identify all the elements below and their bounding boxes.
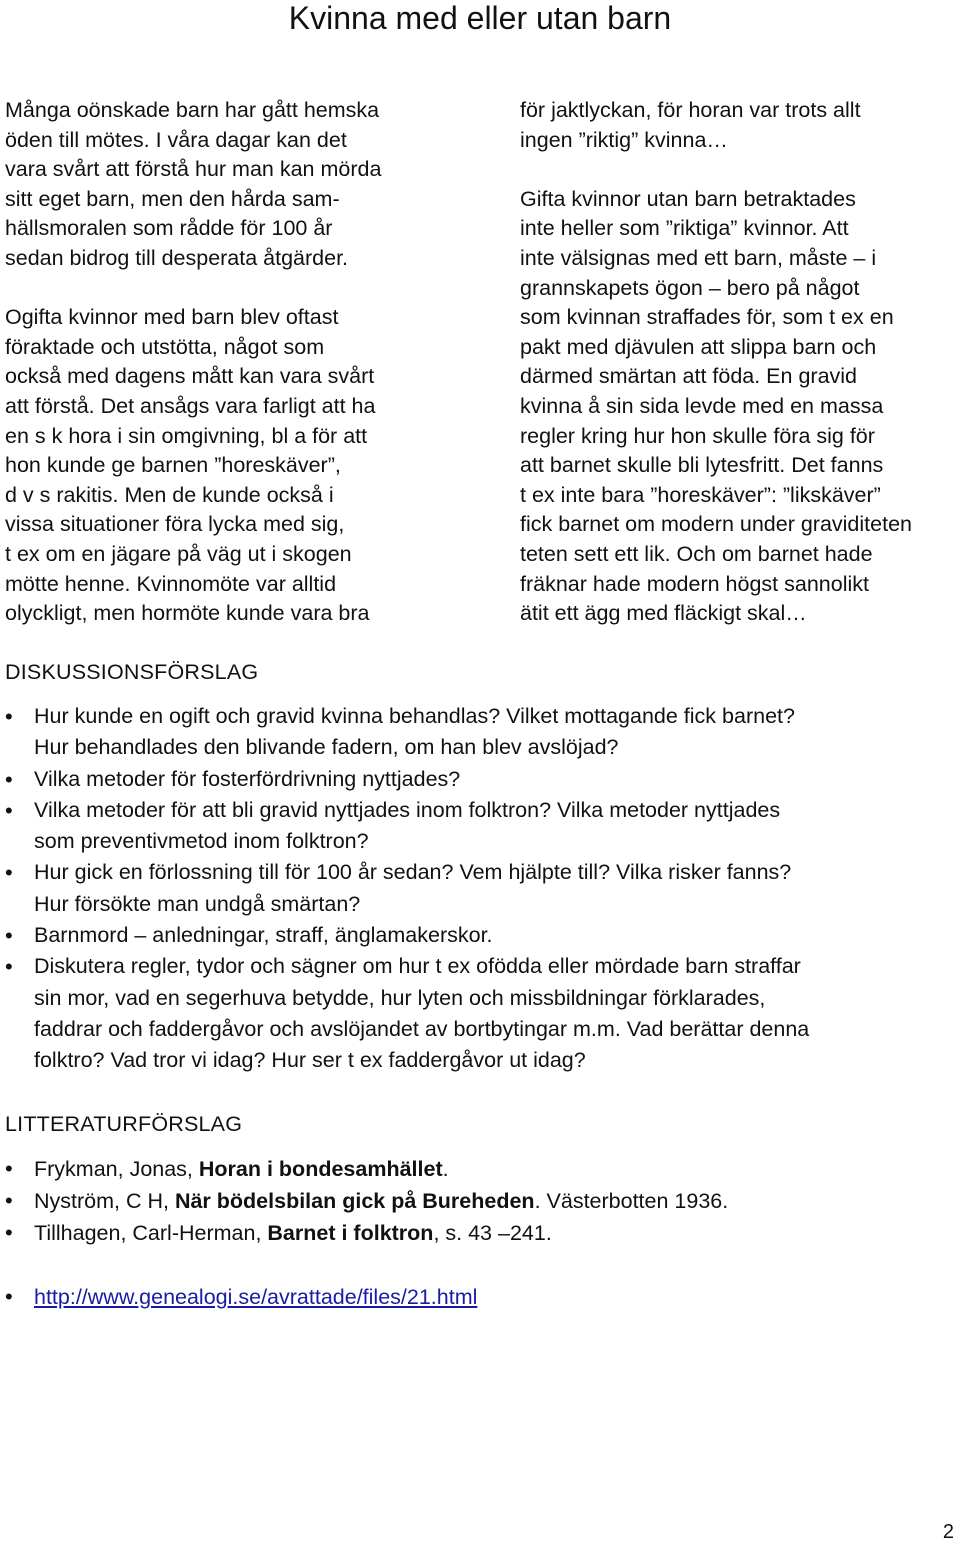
- list-item: [0, 1217, 960, 1249]
- text-line: att barnet skulle bli lytesfritt. Det fanns: [520, 453, 884, 478]
- text-line: ingen ”riktig” kvinna…: [520, 127, 728, 152]
- text-line: grannskapets ögon – bero på något: [520, 275, 860, 300]
- text-line: ätit ett ägg med fläckigt skal…: [520, 601, 807, 626]
- text-line: • Hur gick en förlossning till för 100 år sedan? Vem hjälpte till? Vilka risker fanns?: [34, 860, 792, 885]
- text-line: pakt med djävulen att slippa barn och: [520, 334, 877, 359]
- text-line: • Diskutera regler, tydor och sägner om hur t ex ofödda eller mördade barn straffar: [34, 954, 801, 979]
- text-line: • Hur kunde en ogift och gravid kvinna behandlas? Vilket mottagande fick barnet?: [34, 704, 795, 728]
- list-item: [0, 1281, 960, 1313]
- author-text: Nyström, C H,: [34, 1189, 175, 1213]
- discussion-list: [0, 701, 960, 1077]
- text-line: öden till mötes. I våra dagar kan det: [5, 127, 347, 152]
- paragraph: [520, 96, 960, 155]
- text-line: hällsmoralen som rådde för 100 år: [5, 216, 333, 241]
- list-item: [0, 701, 960, 764]
- text-line: olyckligt, men hormöte kunde vara bra: [5, 601, 370, 626]
- literature-list: [0, 1153, 960, 1313]
- book-title: Horan i bondesamhället: [198, 1157, 443, 1181]
- text-line: Hur försökte man undgå smärtan?: [34, 891, 361, 916]
- text-line: faddrar och faddergåvor och avslöjandet av bortbytingar m.m. Vad berättar denna: [34, 1016, 810, 1041]
- book-title: Barnet i folktron: [267, 1221, 434, 1245]
- discussion-heading: DISKUSSIONSFÖRSLAG: [5, 660, 259, 684]
- text-line: d v s rakitis. Men de kunde också i: [5, 482, 334, 507]
- literature-heading: LITTERATURFÖRSLAG: [5, 1112, 243, 1136]
- text-line: fick barnet om modern under graviditeten: [520, 512, 912, 537]
- text-line: kvinna å sin sida levde med en massa: [520, 393, 884, 418]
- text-line: sedan bidrog till desperata åtgärder.: [5, 245, 349, 270]
- page-number: 2: [942, 1521, 954, 1543]
- list-item: [0, 857, 960, 920]
- paragraph: [5, 303, 485, 629]
- paragraph: [520, 185, 960, 629]
- text-line: • Vilka metoder för att bli gravid nyttjades inom folktron? Vilka metoder nyttjades: [34, 797, 781, 822]
- text-line: teten sett ett lik. Och om barnet hade: [520, 541, 873, 566]
- text-line: t ex inte bara ”horeskäver”: ”likskäver”: [520, 482, 881, 507]
- text-line: mötte henne. Kvinnomöte var alltid: [5, 571, 337, 596]
- text-line: att förstå. Det ansågs vara farligt att ha: [5, 393, 376, 418]
- right-column: [520, 96, 960, 629]
- text-line: Gifta kvinnor utan barn betraktades: [520, 186, 856, 211]
- text-line: inte heller som ”riktiga” kvinnor. Att: [520, 216, 849, 241]
- list-item: [0, 920, 960, 951]
- text-line: vissa situationer föra lycka med sig,: [5, 512, 345, 537]
- genealogi-link[interactable]: http://www.genealogi.se/avrattade/files/21.html: [34, 1285, 478, 1309]
- page-title: Kvinna med eller utan barn: [288, 0, 672, 36]
- book-title: När bödelsbilan gick på Bureheden: [174, 1189, 535, 1213]
- list-item: [0, 795, 960, 858]
- text-line: sin mor, vad en segerhuva betydde, hur lyten och missbildningar förklarades,: [34, 985, 766, 1010]
- citation-rest: .: [442, 1157, 449, 1181]
- text-line: en s k hora i sin omgivning, bl a för att: [5, 423, 368, 448]
- list-item: [0, 764, 960, 795]
- list-item: [0, 951, 960, 1076]
- text-line: Hur behandlades den blivande fadern, om han blev avslöjad?: [34, 735, 619, 760]
- list-item: [0, 1185, 960, 1217]
- text-line: för jaktlyckan, för horan var trots allt: [520, 98, 861, 122]
- text-line: • Barnmord – anledningar, straff, änglamakerskor.: [34, 923, 493, 948]
- text-line: regler kring hur hon skulle föra sig för: [520, 423, 875, 448]
- text-line: vara svårt att förstå hur man kan mörda: [5, 157, 382, 182]
- text-line: fräknar hade modern högst sannolikt: [520, 571, 869, 596]
- text-line: föraktade och utstötta, något som: [5, 334, 325, 359]
- citation-rest: , s. 43 –241.: [433, 1221, 552, 1245]
- text-line: som kvinnan straffades för, som t ex en: [520, 305, 894, 330]
- author-text: Frykman, Jonas,: [34, 1157, 199, 1181]
- text-line: t ex om en jägare på väg ut i skogen: [5, 541, 352, 566]
- text-line: som preventivmetod inom folktron?: [34, 829, 369, 854]
- text-line: folktro? Vad tror vi idag? Hur ser t ex faddergåvor ut idag?: [34, 1048, 586, 1073]
- left-column: [5, 96, 485, 629]
- text-line: Många oönskade barn har gått hemska: [5, 98, 380, 122]
- list-item: [0, 1153, 960, 1185]
- author-text: Tillhagen, Carl-Herman,: [34, 1221, 268, 1245]
- text-line: • Vilka metoder för fosterfördrivning nyttjades?: [34, 766, 461, 791]
- text-line: inte välsignas med ett barn, måste – i: [520, 245, 877, 270]
- text-line: också med dagens mått kan vara svårt: [5, 364, 375, 389]
- text-line: hon kunde ge barnen ”horeskäver”,: [5, 453, 341, 478]
- paragraph: [5, 96, 485, 274]
- text-line: därmed smärtan att föda. En gravid: [520, 364, 858, 389]
- text-line: Ogifta kvinnor med barn blev oftast: [5, 305, 339, 330]
- citation-rest: . Västerbotten 1936.: [534, 1189, 729, 1213]
- text-line: sitt eget barn, men den hårda sam-: [5, 186, 340, 211]
